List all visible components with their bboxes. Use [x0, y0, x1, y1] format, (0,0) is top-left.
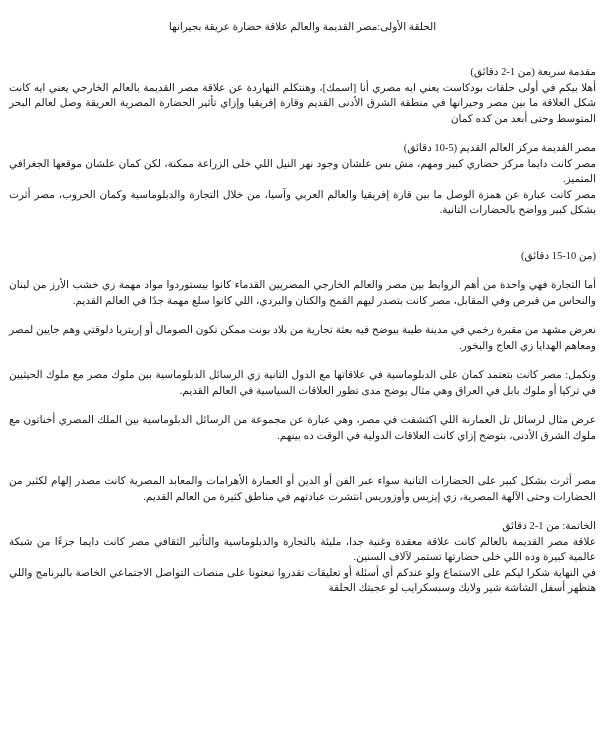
conclusion-heading: الخاتمة: من 1-2 دقائق [502, 521, 596, 532]
trade-spacer-4 [9, 444, 596, 474]
trade-body-2: نعرض مشهد من مقبرة رخمي في مدينة طيبة بيوضح فيه بعثة تجارية من بلاد بونت ممكن تكون الصومال أو إريتريا دلوقتي وهم جايين لمصر ومعاهم الهدايا زي العاج والبخور. [9, 325, 596, 352]
trade-body-4: عرض مثال لرسائل تل العمارنة اللي اكتشفت في مصر، وهي عبارة عن مجموعة من الرسائل الدبلوماسية بين الملك المصري أخناتون مع ملوك الشرق الأدنى، بتوضح إزاي كانت العلاقات الدولية في الوقت ده بينهم. [9, 415, 596, 442]
title-spacer [9, 35, 596, 65]
trade-heading-spacer [9, 264, 596, 278]
trade-body-5: مصر أثرت بشكل كبير على الحضارات التانية سواء عبر الفن أو الدين أو العمارة الأهرامات والمعابد المصرية كانت مصدر إلهام لكثير من الحضارات وحتى الآلهة المصرية، زي إيزيس وأوزوريس انتشرت عبادتهم في مناطق كثيرة من العالم القديم. [9, 476, 596, 503]
conclusion-body-1: علاقة مصر القديمة بالعالم كانت علاقة معقدة وغنية جدا، مليئة بالتجارة والدبلوماسية والتأثير الثقافي مصر كانت دايما جزءًا من شبكة عالمية كبيرة وده اللي خلى حضارتها تستمر لآلاف السنين. [9, 536, 596, 563]
intro-heading: مقدمة سريعة (من 1-2 دقائق) [470, 67, 596, 78]
center-of-world-spacer [9, 219, 596, 249]
section-intro [9, 65, 596, 127]
intro-spacer [9, 127, 596, 141]
section-trade [9, 249, 596, 506]
center-of-world-heading: مصر القديمة مركز العالم القديم (5-10 دقائق) [403, 143, 596, 154]
center-of-world-body-1: مصر كانت دايما مركز حضاري كبير ومهم، مش بس علشان وجود نهر النيل اللي خلى الزراعة ممكنة، لكن كمان علشان موقعها الجغرافي المتميز. [9, 158, 596, 185]
trade-section-spacer [9, 505, 596, 519]
trade-spacer-1 [9, 309, 596, 323]
intro-body: أهلا بيكم في أولى حلقات بودكاست يعني ايه مصري أنا [اسمك]، وهنتكلم النهاردة عن علاقة مصر القديمة بالعالم الخارجي يعني ايه كانت شكل العلاقة ما بين مصر وجيرانها في منطقة الشرق الأدنى القديم وقارة إفريقيا وإزاي تأثير الحضارة المصرية العريقة وصل لعالم البحر المتوسط وحتى أبعد من كده كمان [9, 82, 596, 125]
trade-heading: (من 10-15 دقائق) [521, 250, 596, 262]
trade-spacer-3 [9, 399, 596, 413]
trade-body-3: ونكمل: مصر كانت بتعتمد كمان على الدبلوماسية في علاقاتها مع الدول التانية زي الرسائل الدبلوماسية بين ملوك مصر مع ملوك الحيثيين في تركيا أو ملوك بابل في العراق وهي مثال يوضح مدى تطور العلاقات السياسية في العالم القديم. [9, 370, 596, 397]
trade-spacer-2 [9, 354, 596, 368]
document-title: الحلقة الأولى:مصر القديمة والعالم علاقة حضارة عريقة بجيرانها [168, 22, 437, 33]
center-of-world-body-2: مصر كانت عبارة عن همزة الوصل ما بين قارة إفريقيا والعالم العربي وآسيا، من خلال التجارة والدبلوماسية وكمان الحروب، مصر أثرت بشكل كبير وواضح بالحضارات التانية. [9, 189, 596, 216]
section-center-of-world [9, 141, 596, 219]
trade-body-1: أما التجارة فهي واحدة من أهم الروابط بين مصر والعالم الخارجي المصريين القدماء كانوا بيستوردوا مواد مهمة زي خشب الأرز من لبنان والنحاس من قبرص وفي المقابل، مصر كانت بتصدر ليهم القمح والكتان والبردي، اللي كانوا سلع مهمة جدًا في العالم القديم. [9, 280, 596, 307]
conclusion-body-2: في النهاية شكرا ليكم على الاستماع ولو عندكم أي أسئلة أو تعليقات تقدروا تبعتونا على منصات التواصل الاجتماعي الخاصة بالبرنامج واللي هتظهر أسفل الشاشة شير ولايك وسبسكرايب لو عجبتك الحلقة [9, 567, 596, 594]
section-conclusion [9, 519, 596, 597]
